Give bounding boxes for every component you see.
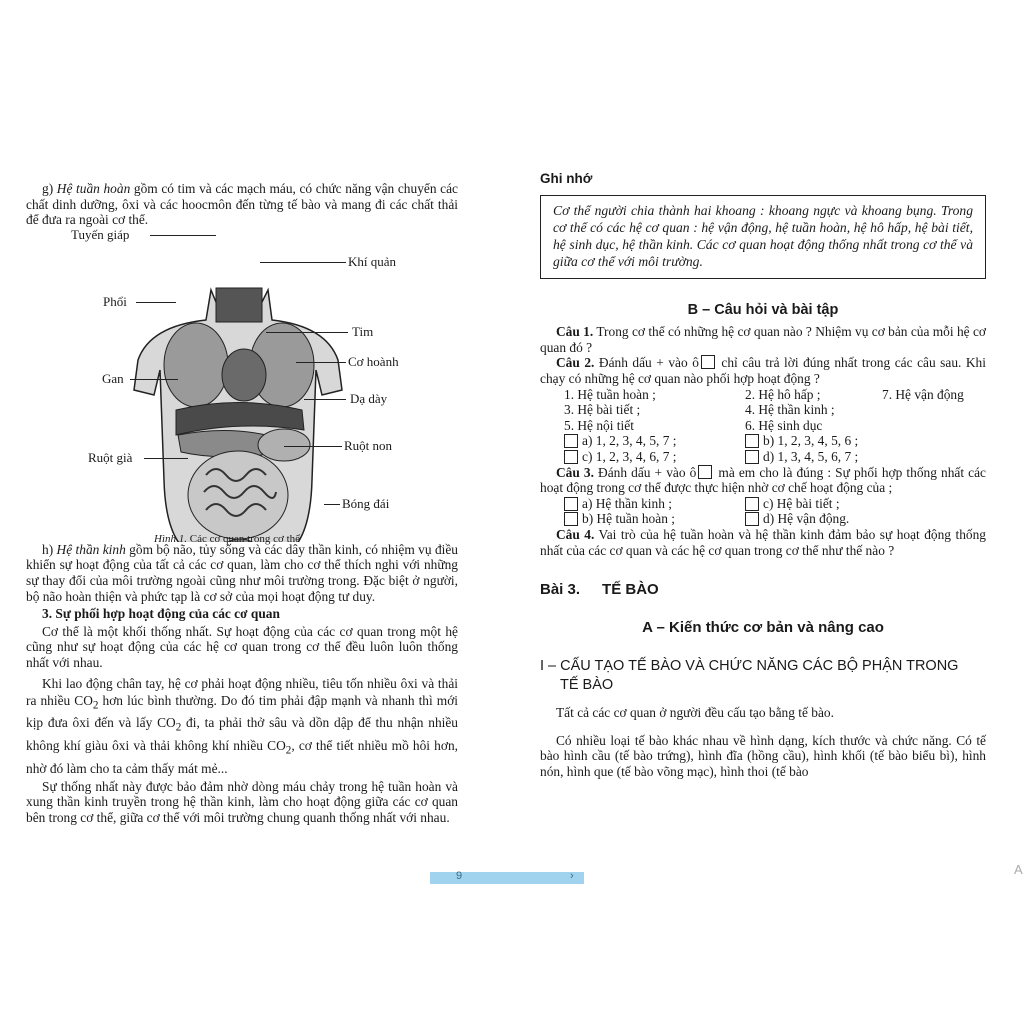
body-organs-illustration [26, 230, 458, 542]
list-item: 1. Hệ tuần hoàn ; [564, 386, 656, 402]
q2-option-d[interactable]: d) 1, 3, 4, 5, 6, 7 ; [745, 449, 986, 465]
list-item [882, 402, 986, 418]
question-4: Câu 4. Vai trò của hệ tuần hoàn và hệ thần kinh đảm bảo sự hoạt động thống nhất của các cơ quan và các hệ cơ quan trong cơ thể như thế nào ? [540, 526, 986, 558]
checkbox-icon[interactable] [564, 434, 578, 448]
q3-option-d[interactable]: d) Hệ vận động. [745, 511, 986, 527]
leader-diaphragm [296, 362, 346, 363]
q3-option-a[interactable]: a) Hệ thần kinh ; [564, 496, 745, 512]
leader-small-intestine [284, 446, 342, 447]
figure-body-organs [26, 226, 458, 545]
paragraph-cells: Tất cả các cơ quan ở người đều cấu tạo bằng tế bào. [556, 705, 834, 721]
leader-large-intestine [144, 458, 188, 459]
q3-option-c[interactable]: c) Hệ bài tiết ; [745, 496, 986, 512]
checkbox-icon [698, 465, 712, 479]
page-number: 9 [456, 870, 463, 882]
q3-options [540, 496, 986, 527]
label-large-intestine: Ruột già [88, 449, 133, 465]
question-1: Câu 1. Trong cơ thể có những hệ cơ quan nào ? Nhiệm vụ cơ bản của mỗi hệ cơ quan đó ? [540, 324, 986, 355]
label-bladder: Bóng đái [342, 495, 390, 511]
list-item: 6. Hệ sinh dục [745, 417, 823, 433]
leader-liver [130, 379, 178, 380]
paragraph-circulatory: g) Hệ tuần hoàn gồm có tim và các mạch máu, có chức năng vận chuyển các chất dinh dưỡng, ôxi và các hoocmôn đến từng tế bào và mang đi các chất thải để đưa ra ngoài cơ thể. [26, 181, 458, 228]
question-2: Câu 2. Đánh dấu + vào ô chỉ câu trả lời đúng nhất trong các câu sau. Khi chạy có những hệ cơ quan nào phối hợp hoạt động ? [540, 355, 986, 386]
checkbox-icon[interactable] [564, 497, 578, 511]
label-stomach: Dạ dày [350, 390, 388, 406]
list-item: 4. Hệ thần kinh ; [745, 402, 835, 418]
label-thyroid: Tuyến giáp [71, 226, 130, 242]
ghi-nho-title: Ghi nhớ [540, 171, 593, 186]
edge-letter: A [1014, 862, 1023, 877]
section-b-heading: B – Câu hỏi và bài tập [687, 301, 839, 318]
label-liver: Gan [102, 370, 124, 386]
left-page [26, 181, 458, 825]
q2-option-b[interactable]: b) 1, 2, 3, 4, 5, 6 ; [745, 433, 986, 449]
leader-thyroid [150, 235, 216, 236]
section-a-heading: A – Kiến thức cơ bản và nâng cao [642, 618, 884, 636]
leader-stomach [304, 399, 346, 400]
paragraph-nervous: h) Hệ thần kinh gồm bộ não, tủy sống và các dây thần kinh, có nhiệm vụ điều khiển sự hoạt động của tất cả các cơ quan, làm cho cơ thể thích nghi với những sự thay đổi của môi trường ngoài cũng như môi trường trong. Đặc biệt ở người, bộ não hoàn thiện và phức tạp là cơ sở của mọi hoạt động tư duy. [26, 541, 458, 604]
right-page [540, 171, 986, 780]
q2-options [540, 433, 986, 464]
paragraph-cell-types: Có nhiều loại tế bào khác nhau về hình dạng, kích thước và chức năng. Có tế bào hình cầu (tế bào trứng), hình đĩa (hồng cầu), hình khối (tế bào biểu bì), hình nón, hình que (tế bào võng mạc), hình thoi (tế bào [540, 732, 986, 780]
checkbox-icon[interactable] [745, 512, 759, 526]
q2-option-a[interactable]: a) 1, 2, 3, 4, 5, 7 ; [564, 433, 745, 449]
paragraph-blood-nerve: Sự thống nhất này được bảo đảm nhờ dòng máu chảy trong hệ tuần hoàn và xung thần kinh truyền trong hệ thần kinh, làm cho hoạt động giữa các cơ quan bên trong cơ thể, giữa cơ thể với môi trường chung quanh thống nhất với nhau. [26, 778, 458, 825]
term-nervous: Hệ thần kinh [56, 541, 126, 557]
paragraph-labour: Khi lao động chân tay, hệ cơ phải hoạt động nhiều, tiêu tốn nhiều ôxi và thải ra nhiều $CO_2$ hơn lúc bình thường. Do đó tim phải đập mạnh và nhanh thì mới kịp đưa ôxi đến và lấy $CO_2$ đi, ta phải thở sâu và dồn dập để thu nhận nhiều không khí giàu ôxi và thải không khí nhiều $CO_2$, cơ thể tiết nhiều mồ hôi hơn, nhờ đó làm cho ta cảm thấy mát mẻ... [26, 675, 458, 776]
leader-bladder [324, 504, 340, 505]
label-diaphragm: Cơ hoành [348, 353, 399, 369]
q2-systems-list [540, 387, 986, 434]
next-arrow-icon[interactable]: › [570, 870, 574, 882]
term-circulatory: Hệ tuần hoàn [56, 181, 131, 196]
q3-option-b[interactable]: b) Hệ tuần hoàn ; [564, 511, 745, 527]
label-heart: Tim [352, 323, 374, 339]
ghi-nho-box: Cơ thể người chia thành hai khoang : khoang ngực và khoang bụng. Trong cơ thể có các hệ cơ quan : hệ vận động, hệ tuần hoàn, hệ hô hấp, hệ bài tiết, hệ sinh dục, hệ thần kinh. Các cơ quan hoạt động thống nhất trong cơ thể và giữa cơ thể với môi trường. [540, 195, 986, 279]
page-navigator[interactable] [430, 872, 584, 884]
checkbox-icon [701, 355, 715, 369]
checkbox-icon[interactable] [745, 497, 759, 511]
label-small-intestine: Ruột non [344, 437, 393, 453]
label-trachea: Khí quản [348, 253, 397, 269]
heading-coordination: 3. Sự phối hợp hoạt động của các cơ quan [42, 606, 280, 622]
checkbox-icon[interactable] [745, 434, 759, 448]
leader-trachea [260, 262, 346, 263]
list-item: 7. Hệ vận động [882, 386, 964, 402]
question-3: Câu 3. Đánh dấu + vào ô mà em cho là đúng : Sự phối hợp thống nhất các hoạt động trong cơ thể được thực hiện nhờ cơ chế hoạt động của ; [540, 464, 986, 496]
list-item: 5. Hệ nội tiết [564, 417, 634, 433]
list-item: 2. Hệ hô hấp ; [745, 386, 821, 402]
checkbox-icon[interactable] [564, 512, 578, 526]
list-item [882, 418, 986, 434]
section-i-heading: I – CẤU TẠO TẾ BÀO VÀ CHỨC NĂNG CÁC BỘ PHẬN TRONG TẾ BÀO [540, 658, 959, 694]
paragraph-unity: Cơ thể là một khối thống nhất. Sự hoạt động của các cơ quan trong một hệ cũng như sự hoạt động của các hệ cơ quan trong cơ thể đều luôn luôn thống nhất với nhau. [26, 623, 458, 670]
figure-caption: Hình 1. Các cơ quan trong cơ thể [154, 532, 301, 545]
checkbox-icon[interactable] [745, 450, 759, 464]
checkbox-icon[interactable] [564, 450, 578, 464]
leader-lungs [136, 302, 176, 303]
list-item: 3. Hệ bài tiết ; [564, 402, 641, 418]
label-lungs: Phổi [103, 293, 127, 309]
q2-option-c[interactable]: c) 1, 2, 3, 4, 6, 7 ; [564, 449, 745, 465]
lesson-heading: Bài 3. TẾ BÀO [540, 581, 659, 599]
leader-heart [266, 332, 348, 333]
